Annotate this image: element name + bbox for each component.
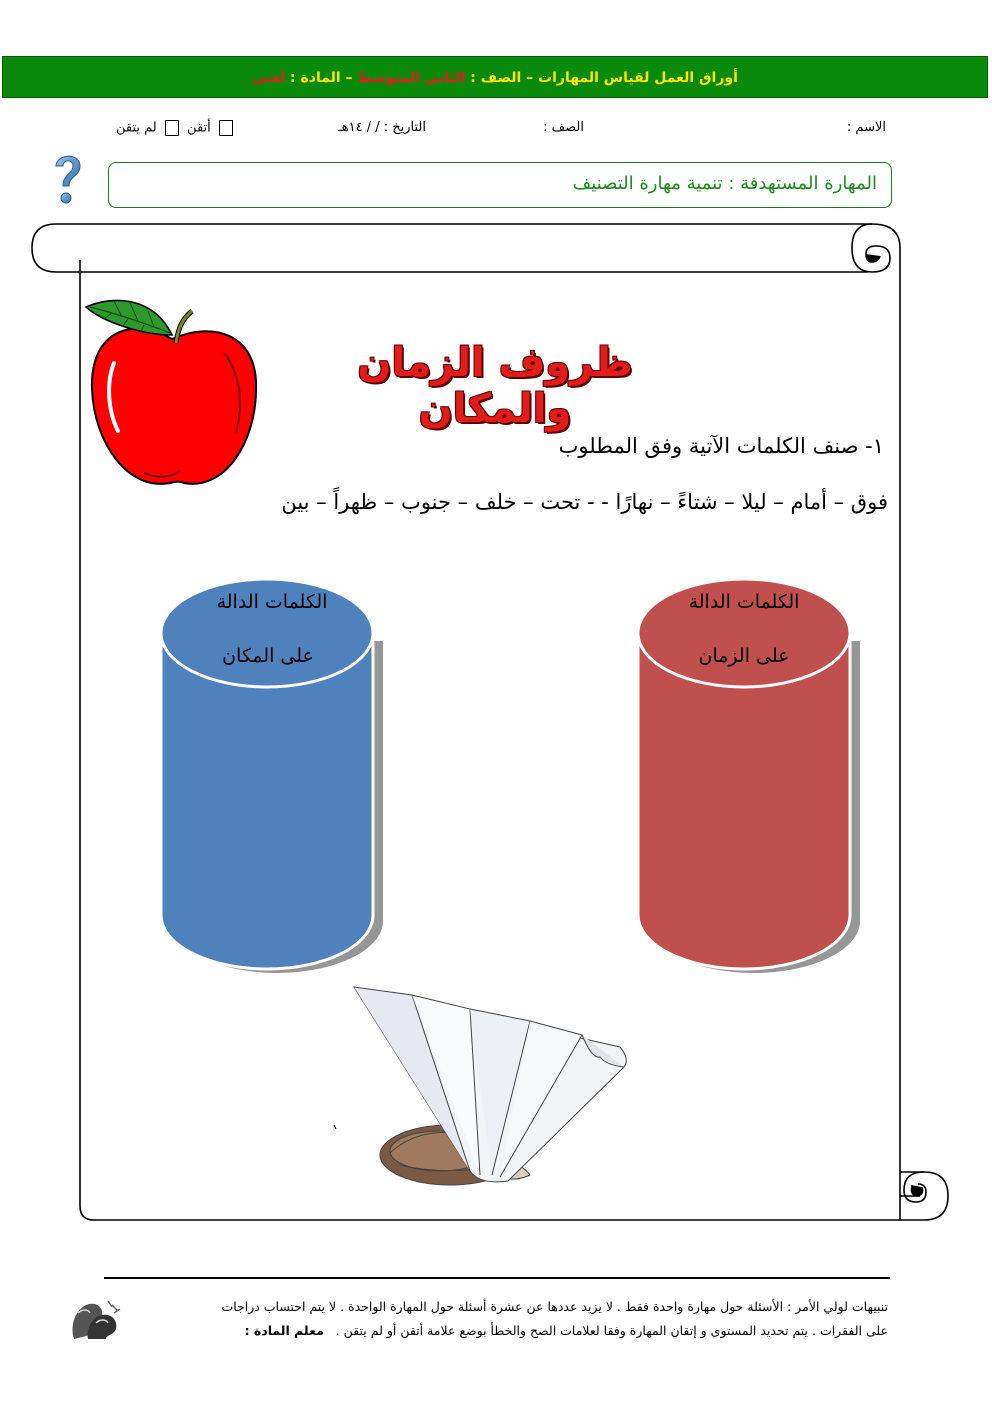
footer-decoration-icon (68, 1299, 124, 1341)
header-subject-label: المادة : (290, 70, 341, 86)
footer-line-1: تنبيهات لولي الأمر : الأسئلة حول مهارة واحدة فقط . لا يزيد عددها عن عشرة أسئلة حول المهارة الواحدة . لا يتم احتساب دراجات (221, 1299, 888, 1314)
time-cylinder-label-2: على الزمان (698, 645, 790, 667)
word-list: فوق – أمام – ليلا – شتاءً – نهارًا - - تحت – خلف – جنوب – ظهراً – بين (281, 490, 888, 514)
class-label: الصف : (543, 120, 584, 135)
header-separator: – (345, 70, 353, 86)
not-mastered-label: لم يتقن (116, 120, 157, 136)
place-cylinder-label-2: على المكان (222, 645, 314, 667)
footer-line-2-text: على الفقرات . يتم تحديد المستوى و إتقان المهارة وفقا لعلامات الصح والخطأ بوضع علامة أتقن أو لم يتقن . (335, 1323, 888, 1338)
worksheet-title: ظروف الزمان والمكان (357, 340, 633, 432)
header-grade-value: الثاني المتوسط (357, 70, 466, 86)
place-cylinder-label-1: الكلمات الدالة (216, 591, 328, 613)
time-cylinder-label-1: الكلمات الدالة (688, 591, 800, 613)
footer-line-2 (118, 1319, 888, 1343)
apple-icon (84, 293, 260, 493)
teacher-label: معلم المادة : (244, 1323, 324, 1338)
date-label: التاريخ : / / ١٤هـ (337, 120, 426, 135)
shell-paper-clipart (330, 975, 640, 1205)
footer-divider (104, 1277, 890, 1279)
header-part1: أوراق العمل لقياس المهارات (538, 70, 738, 86)
skill-label: المهارة المستهدفة : (728, 173, 877, 194)
header-separator: – (526, 70, 534, 86)
question-1: ١- صنف الكلمات الآتية وفق المطلوب (558, 434, 884, 458)
header-grade-label: الصف : (470, 70, 522, 86)
skill-value: تنمية مهارة التصنيف (572, 173, 723, 194)
footer-notes (118, 1295, 888, 1343)
mastered-label: أتقن (187, 120, 211, 136)
header-subject-value: لغتي (252, 70, 286, 86)
name-label: الاسم : (846, 120, 886, 135)
